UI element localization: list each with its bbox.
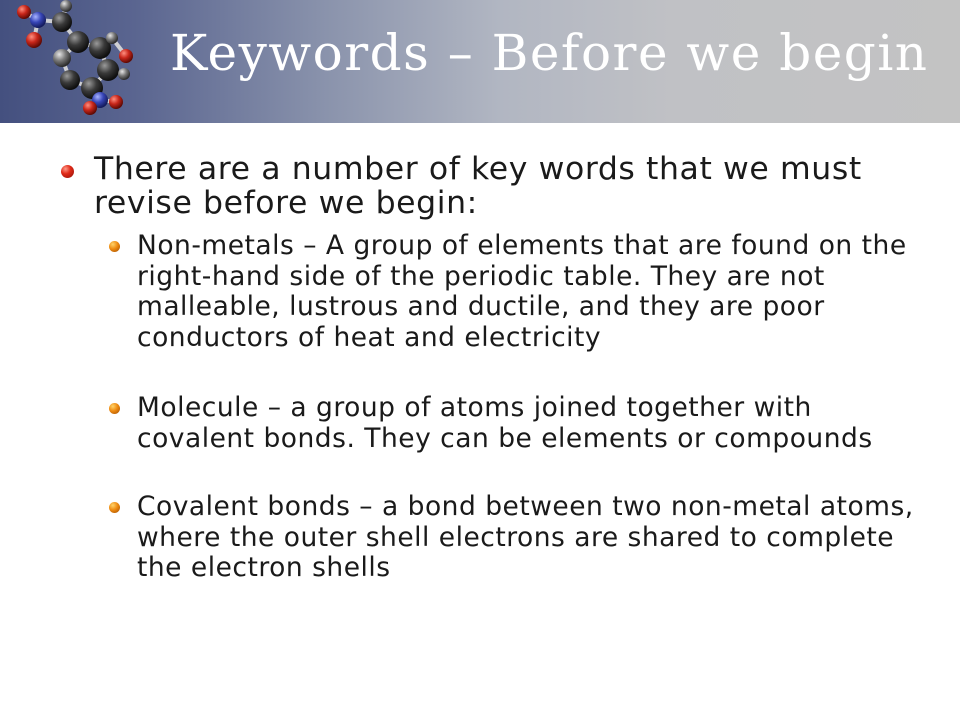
main-bullet-text: There are a number of key words that we must revise before we begin: xyxy=(94,151,862,221)
main-bullet xyxy=(94,152,914,220)
sub-bullet-text: Molecule – a group of atoms joined together with covalent bonds. They can be elements or compounds xyxy=(137,392,873,454)
red-sphere-bullet-icon xyxy=(61,165,74,178)
orange-sphere-bullet-icon xyxy=(109,403,120,414)
sub-bullet-text: Covalent bonds – a bond between two non-metal atoms, where the outer shell electrons are shared to complete the electron shells xyxy=(137,491,914,583)
sub-bullet-molecule xyxy=(137,393,917,454)
orange-sphere-bullet-icon xyxy=(109,241,120,252)
slide-title: Keywords – Before we begin xyxy=(170,24,929,82)
orange-sphere-bullet-icon xyxy=(109,502,120,513)
sub-bullet-covalent-bonds xyxy=(137,492,917,584)
sub-bullet-text: Non-metals – A group of elements that are found on the right-hand side of the periodic table. They are not malleable, lustrous and ductile, and they are poor conductors of heat and electricity xyxy=(137,230,907,353)
sub-bullet-non-metals xyxy=(137,231,917,353)
